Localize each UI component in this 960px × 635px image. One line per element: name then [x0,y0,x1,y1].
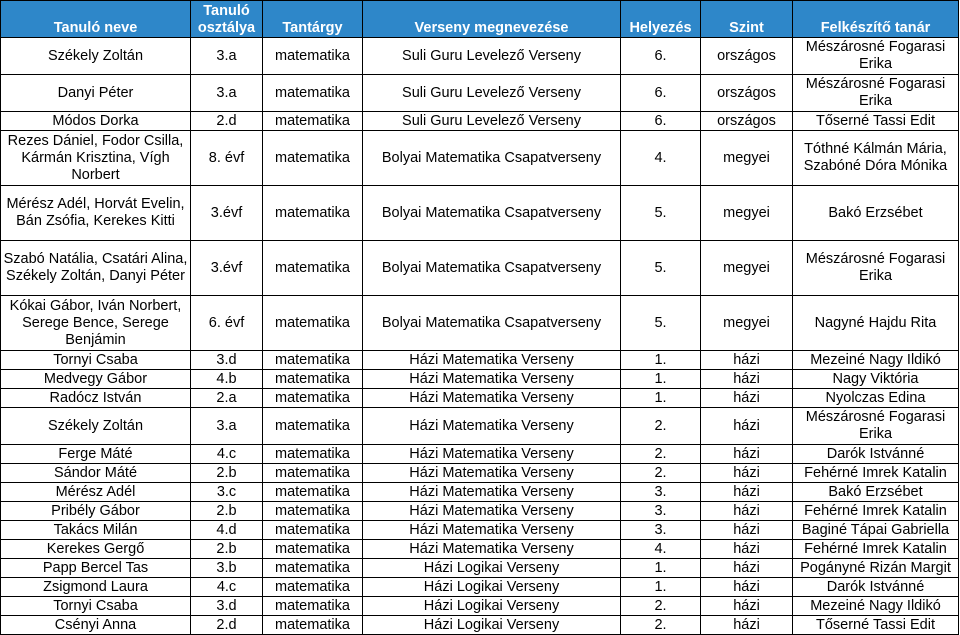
cell-subject: matematika [263,578,363,597]
header-row [1,1,959,38]
cell-place: 5. [621,296,701,351]
cell-subject: matematika [263,464,363,483]
cell-student-name: Csényi Anna [1,616,191,635]
cell-student-name: Tornyi Csaba [1,597,191,616]
cell-subject: matematika [263,540,363,559]
cell-subject: matematika [263,296,363,351]
table-row [1,408,959,445]
cell-class: 2.a [191,389,263,408]
cell-teacher: Tőserné Tassi Edit [793,112,959,131]
header-teacher: Felkészítő tanár [793,1,959,38]
cell-class: 4.d [191,521,263,540]
cell-class: 2.d [191,616,263,635]
table-row [1,38,959,75]
cell-student-name: Szabó Natália, Csatári Alina, Székely Zoltán, Danyi Péter [1,241,191,296]
cell-competition: Házi Matematika Verseny [363,408,621,445]
cell-subject: matematika [263,38,363,75]
cell-subject: matematika [263,521,363,540]
cell-class: 3.a [191,38,263,75]
cell-subject: matematika [263,559,363,578]
cell-competition: Suli Guru Levelező Verseny [363,112,621,131]
cell-place: 3. [621,483,701,502]
cell-place: 1. [621,351,701,370]
cell-competition: Házi Matematika Verseny [363,370,621,389]
cell-subject: matematika [263,370,363,389]
cell-level: országos [701,75,793,112]
cell-teacher: Baginé Tápai Gabriella [793,521,959,540]
cell-class: 3.c [191,483,263,502]
cell-level: országos [701,112,793,131]
cell-competition: Bolyai Matematika Csapatverseny [363,131,621,186]
cell-teacher: Darók Istvánné [793,445,959,464]
cell-competition: Házi Matematika Verseny [363,483,621,502]
cell-class: 3.b [191,559,263,578]
table-row [1,559,959,578]
cell-class: 4.b [191,370,263,389]
cell-class: 3.a [191,408,263,445]
table-row [1,616,959,635]
cell-competition: Suli Guru Levelező Verseny [363,38,621,75]
header-student: Tanuló neve [1,1,191,38]
cell-student-name: Székely Zoltán [1,38,191,75]
cell-class: 2.d [191,112,263,131]
cell-competition: Házi Matematika Verseny [363,521,621,540]
cell-level: országos [701,38,793,75]
cell-class: 3.d [191,351,263,370]
table-row [1,131,959,186]
cell-place: 1. [621,370,701,389]
cell-student-name: Pribély Gábor [1,502,191,521]
cell-level: házi [701,464,793,483]
cell-competition: Házi Matematika Verseny [363,445,621,464]
results-body [1,38,959,635]
cell-competition: Házi Logikai Verseny [363,559,621,578]
cell-competition: Bolyai Matematika Csapatverseny [363,296,621,351]
cell-place: 5. [621,186,701,241]
table-row [1,521,959,540]
cell-teacher: Nagy Viktória [793,370,959,389]
cell-class: 4.c [191,578,263,597]
cell-place: 1. [621,559,701,578]
cell-teacher: Tóthné Kálmán Mária, Szabóné Dóra Mónika [793,131,959,186]
table-row [1,241,959,296]
cell-student-name: Mérész Adél [1,483,191,502]
cell-teacher: Bakó Erzsébet [793,186,959,241]
cell-student-name: Danyi Péter [1,75,191,112]
cell-teacher: Darók Istvánné [793,578,959,597]
table-row [1,483,959,502]
cell-place: 4. [621,540,701,559]
cell-teacher: Tőserné Tassi Edit [793,616,959,635]
cell-competition: Suli Guru Levelező Verseny [363,75,621,112]
table-row [1,464,959,483]
cell-place: 2. [621,597,701,616]
cell-level: megyei [701,296,793,351]
cell-class: 3.a [191,75,263,112]
cell-teacher: Mészárosné Fogarasi Erika [793,75,959,112]
cell-competition: Házi Logikai Verseny [363,616,621,635]
table-row [1,112,959,131]
table-row [1,445,959,464]
cell-competition: Házi Matematika Verseny [363,351,621,370]
cell-subject: matematika [263,389,363,408]
table-row [1,540,959,559]
cell-subject: matematika [263,445,363,464]
cell-student-name: Takács Milán [1,521,191,540]
table-row [1,296,959,351]
cell-place: 3. [621,521,701,540]
cell-place: 6. [621,75,701,112]
cell-place: 2. [621,408,701,445]
cell-student-name: Mérész Adél, Horvát Evelin, Bán Zsófia, Kerekes Kitti [1,186,191,241]
cell-student-name: Módos Dorka [1,112,191,131]
cell-competition: Házi Matematika Verseny [363,540,621,559]
table-row [1,597,959,616]
table-row [1,370,959,389]
cell-level: házi [701,370,793,389]
cell-student-name: Kókai Gábor, Iván Norbert, Serege Bence, Serege Benjámin [1,296,191,351]
cell-subject: matematika [263,241,363,296]
cell-subject: matematika [263,483,363,502]
cell-competition: Bolyai Matematika Csapatverseny [363,241,621,296]
cell-teacher: Mészárosné Fogarasi Erika [793,38,959,75]
cell-level: házi [701,389,793,408]
cell-subject: matematika [263,351,363,370]
cell-level: házi [701,616,793,635]
cell-student-name: Ferge Máté [1,445,191,464]
cell-place: 6. [621,112,701,131]
cell-class: 6. évf [191,296,263,351]
cell-student-name: Papp Bercel Tas [1,559,191,578]
cell-subject: matematika [263,131,363,186]
cell-student-name: Tornyi Csaba [1,351,191,370]
cell-teacher: Bakó Erzsébet [793,483,959,502]
cell-student-name: Rezes Dániel, Fodor Csilla, Kármán Krisztina, Vígh Norbert [1,131,191,186]
cell-class: 2.b [191,464,263,483]
cell-student-name: Székely Zoltán [1,408,191,445]
cell-level: házi [701,578,793,597]
cell-teacher: Mészárosné Fogarasi Erika [793,241,959,296]
cell-student-name: Radócz István [1,389,191,408]
cell-teacher: Pogányné Rizán Margit [793,559,959,578]
cell-place: 1. [621,389,701,408]
table-row [1,578,959,597]
cell-level: házi [701,521,793,540]
cell-level: házi [701,445,793,464]
cell-class: 3.évf [191,186,263,241]
cell-competition: Házi Matematika Verseny [363,464,621,483]
cell-class: 4.c [191,445,263,464]
cell-place: 2. [621,464,701,483]
cell-level: megyei [701,186,793,241]
cell-place: 1. [621,578,701,597]
cell-student-name: Zsigmond Laura [1,578,191,597]
cell-level: házi [701,597,793,616]
cell-teacher: Mezeiné Nagy Ildikó [793,351,959,370]
cell-competition: Házi Logikai Verseny [363,578,621,597]
cell-level: házi [701,483,793,502]
cell-subject: matematika [263,75,363,112]
header-subject: Tantárgy [263,1,363,38]
header-level: Szint [701,1,793,38]
cell-level: házi [701,540,793,559]
cell-place: 4. [621,131,701,186]
cell-competition: Házi Logikai Verseny [363,597,621,616]
cell-competition: Házi Matematika Verseny [363,502,621,521]
cell-teacher: Fehérné Imrek Katalin [793,464,959,483]
cell-teacher: Fehérné Imrek Katalin [793,502,959,521]
cell-place: 5. [621,241,701,296]
cell-teacher: Mezeiné Nagy Ildikó [793,597,959,616]
cell-teacher: Mészárosné Fogarasi Erika [793,408,959,445]
cell-subject: matematika [263,502,363,521]
cell-place: 3. [621,502,701,521]
table-row [1,389,959,408]
cell-level: házi [701,408,793,445]
cell-level: házi [701,351,793,370]
cell-student-name: Kerekes Gergő [1,540,191,559]
table-row [1,186,959,241]
cell-class: 2.b [191,540,263,559]
cell-subject: matematika [263,616,363,635]
header-place: Helyezés [621,1,701,38]
cell-subject: matematika [263,597,363,616]
cell-subject: matematika [263,186,363,241]
cell-competition: Házi Matematika Verseny [363,389,621,408]
cell-class: 2.b [191,502,263,521]
cell-teacher: Nagyné Hajdu Rita [793,296,959,351]
cell-place: 2. [621,616,701,635]
cell-place: 6. [621,38,701,75]
cell-place: 2. [621,445,701,464]
table-row [1,351,959,370]
cell-level: házi [701,502,793,521]
cell-class: 8. évf [191,131,263,186]
cell-competition: Bolyai Matematika Csapatverseny [363,186,621,241]
cell-level: megyei [701,241,793,296]
cell-teacher: Nyolczas Edina [793,389,959,408]
cell-level: megyei [701,131,793,186]
table-row [1,75,959,112]
cell-class: 3.évf [191,241,263,296]
header-class: Tanuló osztálya [191,1,263,38]
cell-teacher: Fehérné Imrek Katalin [793,540,959,559]
cell-class: 3.d [191,597,263,616]
header-competition: Verseny megnevezése [363,1,621,38]
cell-subject: matematika [263,112,363,131]
cell-level: házi [701,559,793,578]
cell-student-name: Medvegy Gábor [1,370,191,389]
cell-subject: matematika [263,408,363,445]
table-row [1,502,959,521]
cell-student-name: Sándor Máté [1,464,191,483]
